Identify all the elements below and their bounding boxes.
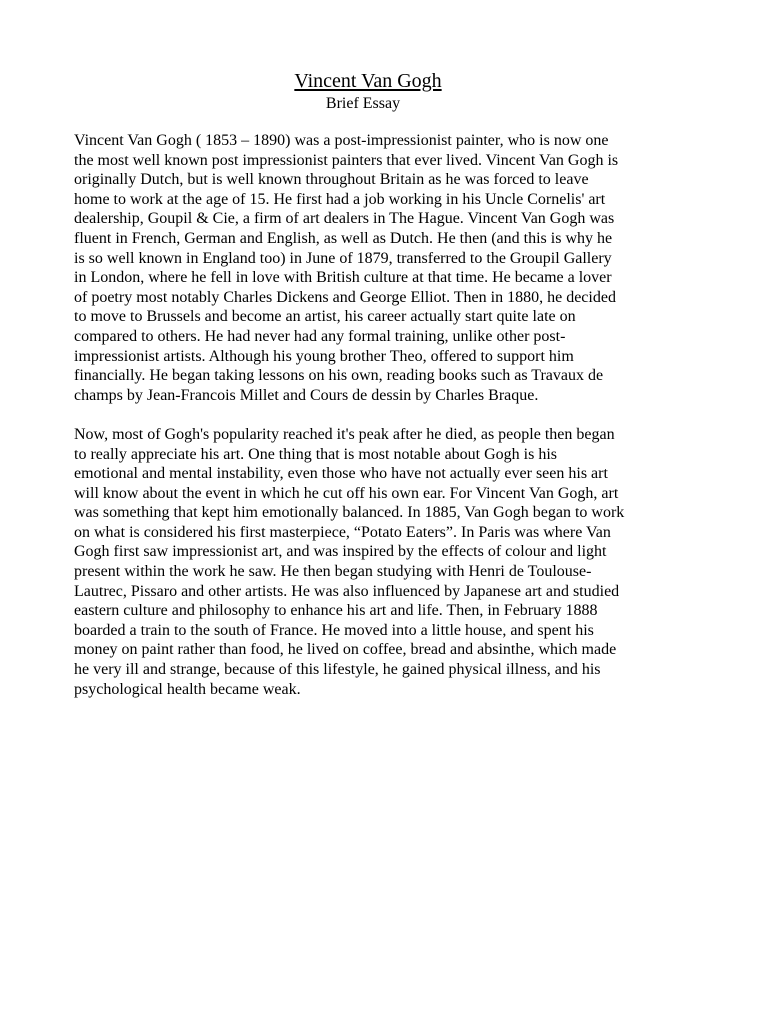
document-title: Vincent Van Gogh [294, 70, 442, 92]
paragraph-line: Lautrec, Pissaro and other artists. He was also influenced by Japanese art and studied [74, 582, 620, 600]
paragraph-line: the most well known post impressionist painters that ever lived. Vincent Van Gogh is [74, 151, 619, 169]
paragraph-line: impressionist artists. Although his young brother Theo, offered to support him [74, 347, 574, 365]
paragraph-line: Gogh first saw impressionist art, and was inspired by the effects of colour and light [74, 543, 607, 561]
paragraph-line: dealership, Goupil & Cie, a firm of art dealers in The Hague. Vincent Van Gogh was [74, 210, 615, 228]
paragraph-1 [74, 131, 694, 405]
paragraph-line: compared to others. He had never had any formal training, unlike other post- [74, 327, 566, 345]
paragraph-line: of poetry most notably Charles Dickens and George Elliot. Then in 1880, he decided [74, 288, 616, 306]
paragraph-line: psychological health became weak. [74, 680, 301, 698]
paragraph-line: present within the work he saw. He then began studying with Henri de Toulouse- [74, 563, 592, 581]
paragraph-line: is so well known in England too) in June of 1879, transferred to the Groupil Gallery [74, 249, 612, 267]
paragraph-line: money on paint rather than food, he lived on coffee, bread and absinthe, which made [74, 641, 617, 659]
paragraph-line: fluent in French, German and English, as well as Dutch. He then (and this is why he [74, 229, 613, 247]
paragraph-line: eastern culture and philosophy to enhance his art and life. Then, in February 1888 [74, 602, 598, 620]
paragraph-line: boarded a train to the south of France. He moved into a little house, and spent his [74, 621, 594, 639]
paragraph-line: home to work at the age of 15. He first had a job working in his Uncle Cornelis' art [74, 190, 606, 208]
paragraph-line: Now, most of Gogh's popularity reached it's peak after he died, as people then began [74, 425, 615, 443]
paragraph-2 [74, 425, 694, 699]
paragraph-line: originally Dutch, but is well known throughout Britain as he was forced to leave [74, 171, 589, 189]
document-subtitle: Brief Essay [325, 95, 401, 112]
paragraph-line: to really appreciate his art. One thing that is most notable about Gogh is his [74, 445, 558, 463]
paragraph-line: will know about the event in which he cut off his own ear. For Vincent Van Gogh, art [74, 484, 619, 502]
paragraph-line: in London, where he fell in love with British culture at that time. He became a lover [74, 269, 612, 287]
paragraph-line: on what is considered his first masterpiece, “Potato Eaters”. In Paris was where Van [74, 523, 611, 541]
document-body [74, 131, 694, 699]
paragraph-line: he very ill and strange, because of this lifestyle, he gained physical illness, and his [74, 661, 601, 679]
paragraph-line: Vincent Van Gogh ( 1853 – 1890) was a post-impressionist painter, who is now one [74, 132, 609, 149]
paragraph-line: was something that kept him emotionally balanced. In 1885, Van Gogh began to work [74, 504, 625, 522]
paragraph-line: emotional and mental instability, even those who have not actually ever seen his art [74, 465, 608, 483]
paragraph-line: champs by Jean-Francois Millet and Cours de dessin by Charles Braque. [74, 386, 539, 404]
paragraph-line: to move to Brussels and become an artist, his career actually start quite late on [74, 308, 576, 326]
paragraph-line: financially. He began taking lessons on his own, reading books such as Travaux de [74, 367, 604, 385]
